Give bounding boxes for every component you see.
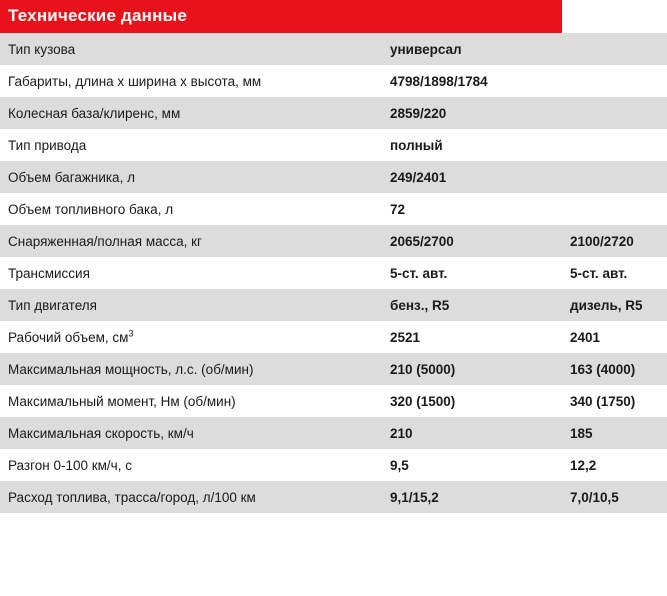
spec-value-petrol: 249/2401	[382, 161, 562, 193]
spec-label: Расход топлива, трасса/город, л/100 км	[0, 481, 382, 513]
spec-rows	[0, 33, 667, 513]
table-row	[0, 449, 667, 481]
spec-label: Максимальная мощность, л.с. (об/мин)	[0, 353, 382, 385]
spec-value-petrol: универсал	[382, 33, 562, 65]
spec-value-diesel: 12,2	[562, 449, 667, 481]
spec-label-superscript: 3	[128, 328, 134, 338]
table-row	[0, 161, 667, 193]
spec-value-diesel	[562, 65, 667, 97]
spec-value-petrol: полный	[382, 129, 562, 161]
table-row	[0, 321, 667, 353]
spec-value-petrol: 4798/1898/1784	[382, 65, 562, 97]
spec-label: Объем топливного бака, л	[0, 193, 382, 225]
spec-value-diesel: 2100/2720	[562, 225, 667, 257]
table-row	[0, 417, 667, 449]
table-row	[0, 65, 667, 97]
table-row	[0, 33, 667, 65]
spec-label: Тип кузова	[0, 33, 382, 65]
spec-label: Максимальный момент, Нм (об/мин)	[0, 385, 382, 417]
spec-label: Тип двигателя	[0, 289, 382, 321]
table-row	[0, 289, 667, 321]
spec-value-petrol: 9,1/15,2	[382, 481, 562, 513]
spec-value-petrol: 210 (5000)	[382, 353, 562, 385]
spec-value-diesel	[562, 33, 667, 65]
spec-value-petrol: 9,5	[382, 449, 562, 481]
spec-label: Разгон 0-100 км/ч, с	[0, 449, 382, 481]
spec-value-diesel: 2401	[562, 321, 667, 353]
spec-label: Тип привода	[0, 129, 382, 161]
header-spacer	[562, 0, 667, 33]
spec-value-diesel: 5-ст. авт.	[562, 257, 667, 289]
spec-label: Колесная база/клиренс, мм	[0, 97, 382, 129]
spec-value-petrol: 2065/2700	[382, 225, 562, 257]
table-row	[0, 129, 667, 161]
spec-label: Снаряженная/полная масса, кг	[0, 225, 382, 257]
spec-value-diesel: 340 (1750)	[562, 385, 667, 417]
spec-value-diesel: дизель, R5	[562, 289, 667, 321]
spec-label: Рабочий объем, $см^3$	[0, 321, 382, 353]
spec-value-petrol: 5-ст. авт.	[382, 257, 562, 289]
spec-value-diesel	[562, 193, 667, 225]
spec-value-petrol: 210	[382, 417, 562, 449]
spec-value-diesel: 163 (4000)	[562, 353, 667, 385]
spec-label: Габариты, длина x ширина x высота, мм	[0, 65, 382, 97]
spec-value-diesel	[562, 97, 667, 129]
table-row	[0, 97, 667, 129]
spec-label: Объем багажника, л	[0, 161, 382, 193]
table-row	[0, 193, 667, 225]
spec-value-petrol: 72	[382, 193, 562, 225]
table-body	[0, 0, 667, 33]
spec-value-petrol: 320 (1500)	[382, 385, 562, 417]
table-row	[0, 353, 667, 385]
spec-label: Трансмиссия	[0, 257, 382, 289]
spec-label: Максимальная скорость, км/ч	[0, 417, 382, 449]
table-row	[0, 257, 667, 289]
table-title: Технические данные	[0, 0, 562, 33]
table-row	[0, 481, 667, 513]
table-row	[0, 385, 667, 417]
spec-value-diesel: 7,0/10,5	[562, 481, 667, 513]
spec-value-diesel: 185	[562, 417, 667, 449]
spec-value-petrol: бенз., R5	[382, 289, 562, 321]
spec-value-petrol: 2859/220	[382, 97, 562, 129]
table-row	[0, 225, 667, 257]
spec-value-diesel	[562, 129, 667, 161]
spec-value-diesel	[562, 161, 667, 193]
spec-value-petrol: 2521	[382, 321, 562, 353]
table-header-row	[0, 0, 667, 33]
